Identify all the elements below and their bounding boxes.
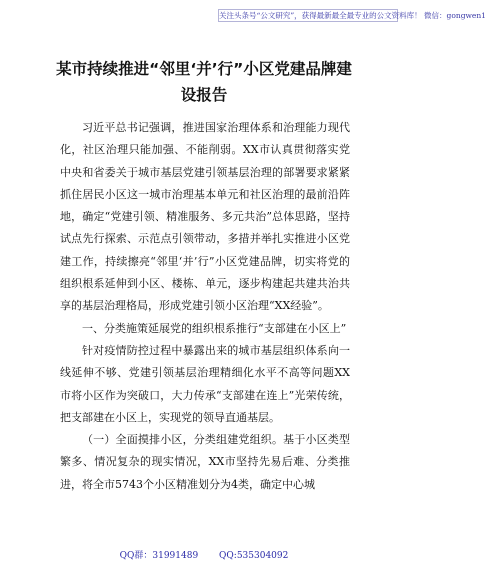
footer-contact: QQ群：31991489 QQ:535304092: [119, 551, 289, 561]
body-paragraph: （一）全面摸排小区，分类组建党组织。基于小区类型繁多、情况复杂的现实情况，XX市坚持先易后难、分类推进，将全市5743个小区精准划分为4类，确定中心城: [60, 433, 350, 491]
body-paragraph: 针对疫情防控过程中暴露出来的城市基层组织体系向一线延伸不够、党建引领基层治理精细化水平不高等问题XX市将小区作为突破口，大力传承“支部建在连上”光荣传统，把支部建在小区上，实现党的领导直通基层。: [60, 343, 350, 424]
body-paragraph: 习近平总书记强调，推进国家治理体系和治理能力现代化，社区治理只能加强、不能削弱。XX市认真贯彻落实党中央和省委关于城市基层党建引领基层治理的部署要求紧紧抓住居民小区这一城市治理基本单元和社区治理的最前沿阵地，确定“党建引领、精准服务、多元共治”总体思路，坚持试点先行探索、示范点引领带动，多措并举扎实推进小区党建工作，持续擦亮“邻里‘并’行”小区党建品牌，切实将党的组织根系延伸到小区、楼栋、单元，逐步构建起共建共治共享的基层治理格局，形成党建引领小区治理“XX经验”。: [60, 121, 350, 313]
section-heading: 一、分类施策延展党的组织根系推行“支部建在小区上”: [82, 321, 347, 335]
document-title: 某市持续推进“邻里‘并’行”小区党建品牌建设报告: [56, 60, 352, 104]
document-body: [60, 117, 350, 496]
header-banner: 关注头条号“公文研究”，获得最新最全最专业的公文资料库！ 微信：gongwen1: [219, 11, 486, 20]
